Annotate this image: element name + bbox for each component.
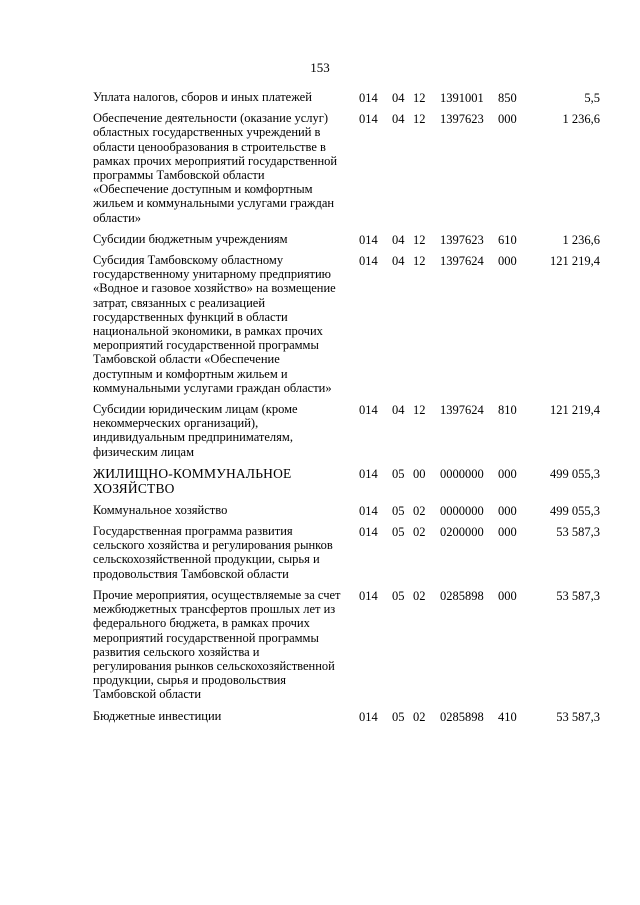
- row-name: Государственная программа развития сельского хозяйства и регулирования рынков сельскохозяйственной продукции, сырья и продовольствия Тамбовской области: [93, 524, 333, 581]
- row-vr: 410: [498, 709, 517, 724]
- row-sum: 5,5: [584, 91, 600, 105]
- row-name: Коммунальное хозяйство: [93, 502, 228, 517]
- row-name: Бюджетные инвестиции: [93, 708, 222, 723]
- row-sum: 499 055,3: [550, 503, 600, 518]
- row-name: Уплата налогов, сборов и иных платежей: [93, 90, 312, 104]
- row-rz: 05: [392, 466, 405, 481]
- row-pr: 12: [413, 91, 426, 105]
- row-ved: 014: [359, 112, 378, 127]
- row-ved: 014: [359, 466, 378, 481]
- section-heading: ЖИЛИЩНО-КОММУНАЛЬНОЕ ХОЗЯЙСТВО: [93, 465, 292, 496]
- row-pr: 02: [413, 525, 426, 540]
- row-vr: 000: [498, 588, 517, 603]
- page-number: 153: [310, 60, 330, 75]
- row-vr: 850: [498, 91, 517, 105]
- row-sum: 53 587,3: [556, 525, 600, 540]
- row-rz: 05: [392, 525, 405, 540]
- row-name: Обеспечение деятельности (оказание услуг) областных государственных учреждений в области ценообразования в строительстве в рамках прочих мероприятий государственной программы Тамбовской области «Обеспечение доступным и комфортным жильем и коммунальными услугами граждан области»: [93, 111, 338, 225]
- table-row: [93, 111, 605, 225]
- row-sum: 1 236,6: [562, 232, 600, 247]
- row-vr: 000: [498, 112, 517, 127]
- table-row: [93, 709, 605, 723]
- row-sum: 499 055,3: [550, 466, 600, 481]
- row-rz: 04: [392, 232, 405, 247]
- row-ved: 014: [359, 588, 378, 603]
- row-vr: 610: [498, 232, 517, 247]
- row-pr: 12: [413, 403, 426, 418]
- row-csr: 0000000: [440, 503, 484, 518]
- row-ved: 014: [359, 709, 378, 724]
- row-name: Прочие мероприятия, осуществляемые за счет межбюджетных трансфертов прошлых лет из федерального бюджета, в рамках прочих мероприятий государственной программы развития сельского хозяйства и регулирования рынков сельскохозяйственной продукции, сырья и продовольствия Тамбовской области: [93, 587, 341, 702]
- row-rz: 04: [392, 254, 405, 269]
- row-vr: 000: [498, 466, 517, 481]
- row-csr: 0200000: [440, 525, 484, 540]
- row-pr: 12: [413, 232, 426, 247]
- row-vr: 000: [498, 525, 517, 540]
- row-rz: 04: [392, 403, 405, 418]
- row-sum: 1 236,6: [562, 112, 600, 127]
- row-pr: 12: [413, 112, 426, 127]
- row-pr: 00: [413, 466, 426, 481]
- budget-table: [93, 90, 605, 730]
- row-csr: 0285898: [440, 709, 484, 724]
- row-vr: 000: [498, 503, 517, 518]
- table-row: [93, 402, 605, 459]
- table-row: [93, 90, 605, 104]
- table-row: [93, 253, 605, 395]
- row-rz: 05: [392, 503, 405, 518]
- row-pr: 02: [413, 588, 426, 603]
- row-ved: 014: [359, 403, 378, 418]
- row-sum: 53 587,3: [556, 588, 600, 603]
- row-name: Субсидии юридическим лицам (кроме некоммерческих организаций), индивидуальным предпринимателям, физическим лицам: [93, 402, 298, 459]
- table-row: [93, 524, 605, 581]
- row-ved: 014: [359, 525, 378, 540]
- row-csr: 0000000: [440, 466, 484, 481]
- table-row: [93, 232, 605, 246]
- row-ved: 014: [359, 91, 378, 105]
- row-ved: 014: [359, 254, 378, 269]
- row-ved: 014: [359, 503, 378, 518]
- row-name: Субсидии бюджетным учреждениям: [93, 231, 288, 246]
- row-csr: 1397623: [440, 232, 484, 247]
- row-vr: 810: [498, 403, 517, 418]
- row-rz: 04: [392, 91, 405, 105]
- row-sum: 121 219,4: [550, 254, 600, 269]
- row-vr: 000: [498, 254, 517, 269]
- row-csr: 0285898: [440, 588, 484, 603]
- row-csr: 1397624: [440, 403, 484, 418]
- table-row: [93, 588, 605, 702]
- row-rz: 05: [392, 709, 405, 724]
- row-csr: 1397623: [440, 112, 484, 127]
- row-rz: 04: [392, 112, 405, 127]
- row-pr: 12: [413, 254, 426, 269]
- row-csr: 1391001: [440, 91, 484, 105]
- row-sum: 53 587,3: [556, 709, 600, 724]
- row-csr: 1397624: [440, 254, 484, 269]
- row-pr: 02: [413, 503, 426, 518]
- table-row: [93, 503, 605, 517]
- row-ved: 014: [359, 232, 378, 247]
- row-rz: 05: [392, 588, 405, 603]
- row-pr: 02: [413, 709, 426, 724]
- row-sum: 121 219,4: [550, 403, 600, 418]
- row-name: Субсидия Тамбовскому областному государственному унитарному предприятию «Водное и газовое хозяйство» на возмещение затрат, связанных с реализацией государственных функций в области национальной экономики, в рамках прочих мероприятий государственной программы Тамбовской области «Обеспечение доступным и комфортным жильем и коммунальными услугами граждан области»: [93, 253, 336, 395]
- section-heading-row: [93, 466, 605, 496]
